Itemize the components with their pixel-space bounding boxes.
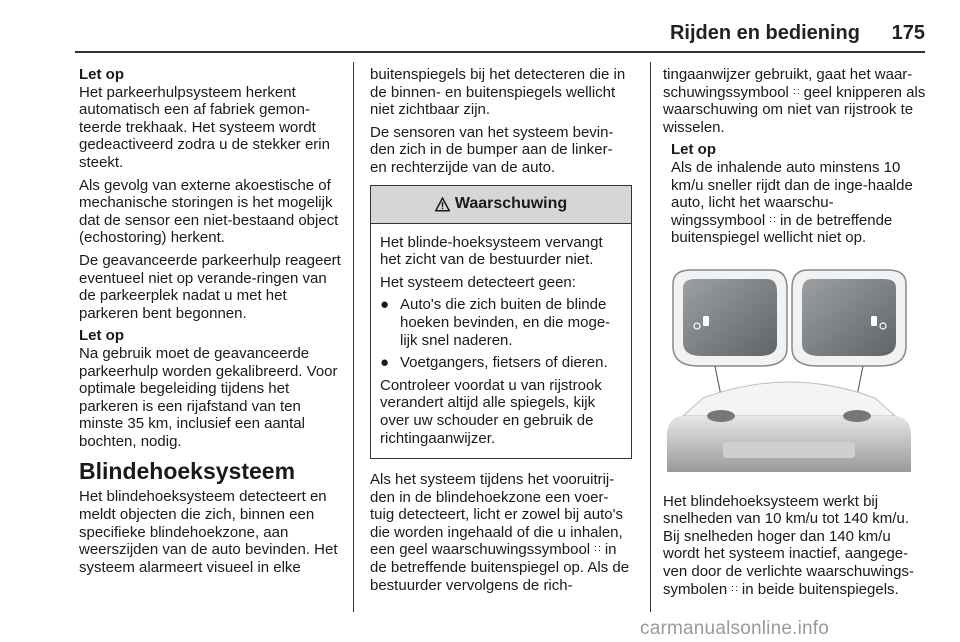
warning-text: Het systeem detecteert geen: [380, 273, 576, 291]
paragraph [663, 493, 927, 599]
text-run: Als de inhalende auto minstens 10 km/u sneller rijdt dan de inge-haalde auto, licht het waarschu-wingssymbool [671, 158, 913, 229]
text-run: in beide buitenspiegels. [741, 580, 899, 598]
mirror-illustration [663, 266, 916, 476]
text-run: in de betreffende buitenspiegel op. Als de bestuurder vervolgens de rich- [370, 541, 630, 594]
bullet-text: Auto's die zich buiten de blinde hoeken bevinden, en die moge-lijk snel naderen. [400, 296, 611, 349]
text-run: Als het systeem tijdens het vooruitrij-den in de blindehoekzone een voer-tuig detecteert, licht er zowel bij auto's die worden ingehaald of die u inhalen, een geel waarschuwingssymbool [370, 471, 623, 559]
section-heading: Blindehoeksysteem [79, 458, 296, 485]
note-text: Het parkeerhulpsysteem herkent automatisch een af fabriek gemon-teerde trekhaak. Het systeem wordt gedeactiveerd zodra u de stekker erin steekt. [79, 83, 330, 171]
warning-header [371, 186, 631, 224]
bullet-item [380, 296, 622, 349]
paragraph: Als gevolg van externe akoestische of mechanische storingen is het mogelijk dat de sensor een niet-bestaand object (echostoring) herkent. [79, 176, 339, 247]
warning-text: Het blinde-hoeksysteem vervangt het zicht van de bestuurder niet. [380, 233, 603, 269]
bullet-text: Voetgangers, fietsers of dieren. [400, 354, 608, 372]
blind-spot-symbol-icon: ∷ [594, 544, 601, 556]
header-divider [75, 51, 925, 53]
note-label: Let op [79, 66, 124, 83]
paragraph: De sensoren van het systeem bevin-den zich in de bumper aan de linker- en rechterzijde van de auto. [370, 123, 614, 176]
text-run: geel knipperen als waarschuwing om niet van rijstrook te wisselen. [663, 83, 926, 136]
bullet-dot: ● [380, 296, 390, 314]
paragraph: Het blindehoeksysteem detecteert en meldt objecten die zich, binnen een specifieke blindehoekzone, aan weerszijden van de auto bevinden. Het systeem alarmeert visueel in elke [79, 488, 338, 576]
left-mirror [673, 270, 787, 366]
bullet-item [380, 354, 622, 372]
warning-title: Waarschuwing [454, 195, 568, 213]
note-text [671, 159, 927, 247]
blind-spot-symbol-icon: ∷ [793, 86, 800, 98]
car-rear-view [667, 382, 911, 472]
column-divider-1 [353, 62, 354, 612]
paragraph [663, 66, 927, 136]
note-label: Let op [79, 327, 124, 345]
warning-triangle-icon [435, 197, 450, 212]
blind-spot-symbol-icon: ∷ [731, 583, 738, 595]
warning-body [371, 224, 631, 459]
note-block-1 [79, 66, 347, 172]
page-number: 175 [891, 22, 925, 44]
blind-spot-symbol-icon: ∷ [769, 214, 776, 226]
section-title: Rijden en bediening [669, 22, 860, 44]
text-run: in de betreffende buitenspiegel wellicht niet op. [671, 211, 893, 247]
paragraph: buitenspiegels bij het detecteren die in de binnen- en buitenspiegels wellicht niet zichtbaar zijn. [370, 66, 626, 119]
column-3 [663, 66, 927, 603]
watermark: carmanualsonline.info [640, 618, 830, 639]
bullet-dot: ● [380, 354, 390, 372]
note-label: Let op [671, 141, 716, 159]
warning-box [370, 185, 632, 460]
column-1 [79, 66, 347, 581]
column-divider-2 [650, 62, 651, 612]
warning-text: Controleer voordat u van rijstrook verandert altijd alle spiegels, kijk over uw schouder en gebruik de richtingaanwijzer. [380, 376, 602, 447]
note-text: Na gebruik moet de geavanceerde parkeerhulp worden gekalibreerd. Voor optimale begeleiding tijdens het parkeren is een rijafstand van ten minste 35 km, inclusief een aantal bochten, nodig. [79, 344, 338, 450]
paragraph: De geavanceerde parkeerhulp reageert eventueel niet op verande-ringen van de parkeerplek nadat u met het parkeren bent begonnen. [79, 251, 341, 322]
column-2 [370, 66, 632, 599]
text-run: Het blindehoeksysteem werkt bij snelheden van 10 km/u tot 140 km/u. Bij snelheden hoger dan 140 km/u wordt het systeem inactief, aangege-ven door de verlichte waarschuwings-symbolen [663, 492, 914, 598]
note-block-2 [79, 327, 347, 450]
note-block-3 [663, 141, 927, 247]
right-mirror [792, 270, 906, 366]
text-run: tingaanwijzer gebruikt, gaat het waar-schuwingssymbool [663, 66, 913, 101]
paragraph [370, 471, 632, 594]
